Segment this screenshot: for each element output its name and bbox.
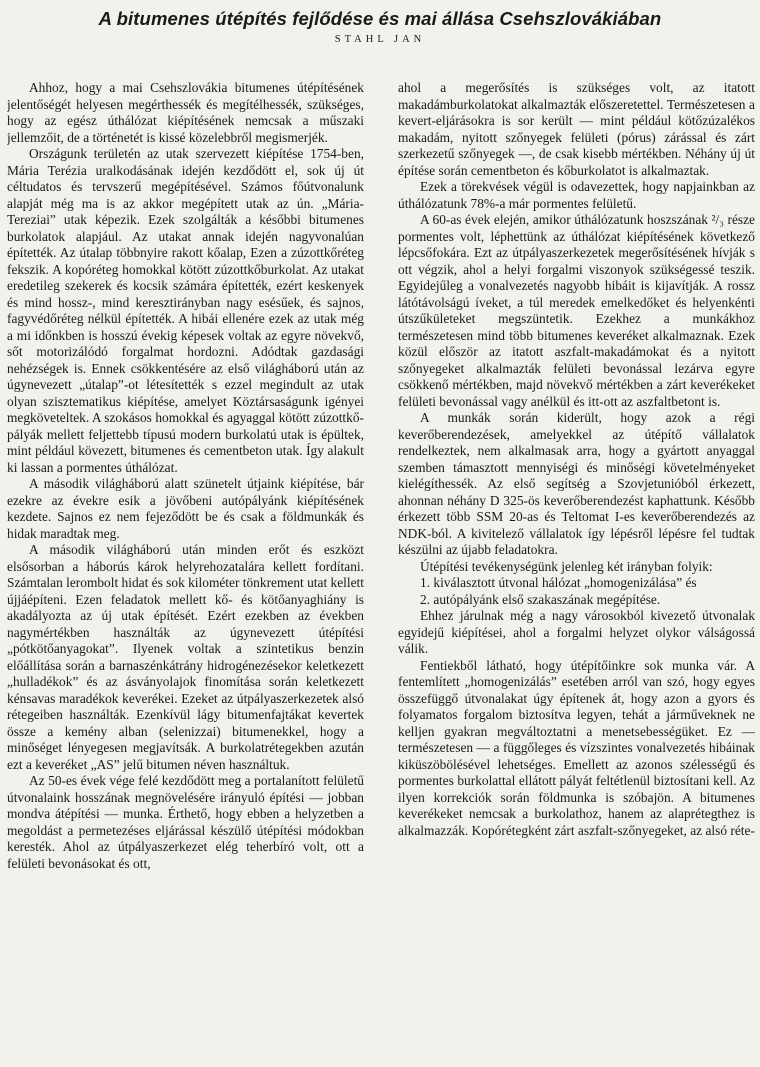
paragraph: A munkák során kiderült, hogy azok a régi keverőberendezések, amelyekkel az útépítő vállalatok rendelkeztek, nem alkalmasak arra, hogy a gyártott anyaggal szemben támasztott mennyiségi és minőségi követelményeket kielégíthessék. Az első segítség a Szovjetunióból érkezett, ahonnan néhány D 325-ös keverőberendezést kaphattunk. Később érkezett több SSM 20-as és Teltomat I-es keverőberendezés az NDK-ból. A kivitelező vállalatok így lépésről lépésre fel tudtak készülni az újabb feladatokra. <box>398 410 755 557</box>
paragraph: Országunk területén az utak szervezett kiépítése 1754-ben, Mária Terézia uralkodásának idején kezdődött el, sok új út céltudatos és tervszerű megépítésével. Számos főútvonalunk alapját még ma is az akkor megépített utak az ún. „Mária-Tereziai” utak képezik. Ezek szolgálták a későbbi bitumenes burkolatok alapjául. Az utakat annak idején nagyvonalúan építették. Az útalap többnyire rakott kőalap, Ezen a zúzottkőréteg fekszik. A kopóréteg homokkal kötött zúzottkőburkolat. Az utakat eredetileg szekerek és kocsik számára építették, ezért keskenyek és mind hossz-, mind keresztirányban nagy esésűek, és sajnos, fagyvédőréteg nélkül építették. A hibái ellenére ezek az utak még a mi időnkben is hosszú évekig képesek voltak az egyre növekvő, sőt motorizálódó forgalmat hordozni. Adódtak gazdasági nehézségek is. Ennek csökkentésére az első világháború után az úgynevezett „útalap”-ot létesítették s ezzel megindult az utak olyan szisztematikus kiépítése, amelyet Köztársaságunk igényei megköveteltek. A szokásos homokkal és agyaggal kötött zúzottkő-pályák mellett feljettebb típusú modern burkolatú utak is épültek, mint például kövezett, bitumenes és cementbeton utak. Így alakult ki lassan a pormentes úthálózat. <box>7 146 364 475</box>
paragraph: Ezek a törekvések végül is odavezettek, hogy napjainkban az úthálózatunk 78%-a már pormentes felületű. <box>398 179 755 211</box>
left-column <box>7 80 364 1065</box>
article-title: A bitumenes útépítés fejlődése és mai állása Csehszlovákiában <box>98 8 662 29</box>
paragraph: Ehhez járulnak még a nagy városokból kivezető útvonalak egyidejű kiépítései, ahol a forgalmi helyzet olykor válságossá válik. <box>398 608 755 656</box>
paragraph: A 60-as évek elején, amikor úthálózatunk hoszszának ²/₃ része pormentes volt, léphettünk az úthálózat kiépítésének következő lépcsőfokára. Ezt az útpályaszerkezetek megerősítésének hívják s ott végzik, ahol a helyi forgalmi viszonyok szükségessé teszik. Egyidejűleg a vonalvezetés nagyobb hibáit is kijavítják. A rossz látótávolságú íveket, a túl meredek emelkedőket és helyenkénti útszűkületeket megszüntetik. Ezekhez a munkákhoz természetesen mind több bitumenes keveréket alkalmaznak. Ezek közül először az itatott aszfalt-makadámokat és a nyitott szőnyegeket alkalmazták felületi bevonással lezárva egyre csökkenő mértékben, majd növekvő mértékben a zárt keverékeket felületi bevonással vagy anélkül és itt-ott az aszfaltbetont is. <box>398 212 755 409</box>
paragraph: Fentiekből látható, hogy útépítőinkre sok munka vár. A fentemlített „homogenizálás” esetében arról van szó, hogy egyes összefüggő útvonalakat úgy építenek át, hogy azon a gyors és folyamatos forgalom biztosítva legyen, tehát a járműveknek ne kelljen gyakran megváltoztatni a menetsebességüket. Ez — természetesen — a függőleges és vízszintes vonalvezetés hibáinak kiküszöbölésével lehetséges. Emellett az azonos szélességű és pormentes burkolattal ellátott pályát feltétlenül biztosítani kell. Az ilyen korrekciók során földmunka is szóbajön. A bitumenes keverékeket nemcsak a burkolathoz, hanem az alaprétegthez is alkalmazzák. Kopórétegként zárt aszfalt-szőnyegeket, az alsó réte- <box>398 657 755 838</box>
paragraph: Az 50-es évek vége felé kezdődött meg a portalanított felületű útvonalaink hosszának megnövelésére irányuló építési — jobban mondva átépítési — munka. Érthető, hogy ebben a helyzetben a megoldást a permetezéses eljárással készülő útépítési módokban keresték. Ahol az útpályaszerkezet elég teherbíró volt, ott a felületi bevonásokat és ott, <box>7 773 364 871</box>
list-item: 2. autópályánk első szakaszának megépítése. <box>420 591 661 607</box>
paragraph: Útépítési tevékenységünk jelenleg két irányban folyik: <box>420 558 713 574</box>
list-item: 1. kiválasztott útvonal hálózat „homogenizálása” és <box>420 575 697 590</box>
article-author: STAHL JAN <box>334 34 426 45</box>
paragraph: Ahhoz, hogy a mai Csehszlovákia bitumenes útépítésének jelentőségét helyesen megérthessék és megítélhessék, szükséges, hogy az egész úthálózat kiépítésének nemcsak a műszaki jellemzőit, de a történetét is kissé közelebbről megismerjék. <box>7 80 364 145</box>
paragraph: A második világháború után minden erőt és eszközt elsősorban a háborús károk helyrehozatalára kellett fordítani. Számtalan lerombolt hidat és sok kilométer tönkrement utat kellett újjáépíteni. Ezen feladatok mellett kő- és kötőanyaghiány is akadályozta az új utak építését. Ezért ezekben az években nagymértékben használták az úgynevezett útépítési „pótkötőanyagokat”. Ilyenek voltak a szintetikus benzin előállítása során a barnaszénkátrány hidrogénezésekor keletkezett „hulladékok” és az ásványolajok finomítása során keletkezett kénsavas maradékok keverékei. Ezeket az útpályaszerkezetek alsó rétegeiben használták. Ezenkívül lágy bitumenfajtákat kevertek össze a kemény alban (selenizzai) bitumenekkel, hogy a minőséget lényegesen megjavítsák. A burkolatrétegekben azután ezt a keveréket „AS” jelű bitumen néven használtuk. <box>7 542 364 772</box>
paragraph: ahol a megerősítés is szükséges volt, az itatott makadámburkolatokat alkalmazták előszeretettel. Természetesen a kevert-eljárásokra is sor került — mint például kötőzúzalékos makadám, nyitott szőnyegek felületi (pórus) zárással és zárt szerkezetű szőnyegek —, de csak kisebb mértékben. Néhány új út építése során cementbeton és kőburkolatot is alkalmaztak. <box>398 80 755 178</box>
paragraph: A második világháború alatt szünetelt útjaink kiépítése, bár ezekre az évekre esik a jövőbeni autópályánk kiépítésének kezdete. Sajnos ez nem fejeződött be és csak a földmunkák és hidak maradtak meg. <box>7 476 364 541</box>
right-column <box>398 80 755 1065</box>
